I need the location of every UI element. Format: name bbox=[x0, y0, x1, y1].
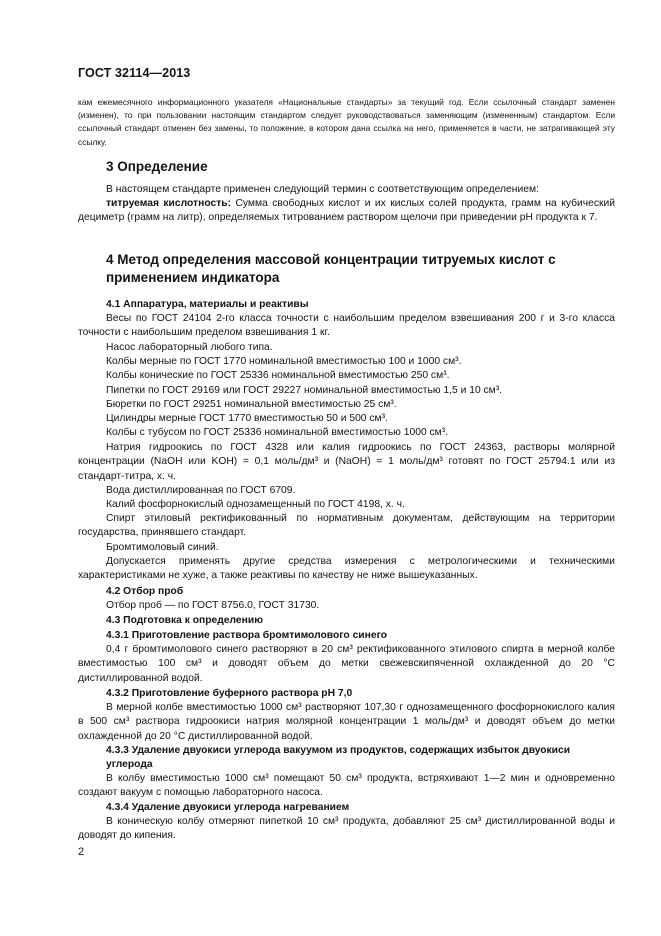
document-header: ГОСТ 32114—2013 bbox=[78, 66, 191, 80]
page-number: 2 bbox=[78, 846, 85, 858]
section-4-1-heading: 4.1 Аппаратура, материалы и реактивы bbox=[106, 299, 309, 310]
term-definition: Сумма свободных кислот и их кислых солей продукта, грамм на кубический дециметр (грамм на литр), определяемых титрованием раствором щелочи при приведении pH продукта к 7. bbox=[78, 198, 615, 224]
section-4-3-4-heading: 4.3.4 Удаление двуокиси углерода нагреванием bbox=[106, 802, 350, 813]
section-3-lead: В настоящем стандарте применен следующий термин с соответствующим определением: bbox=[106, 184, 539, 195]
section-4-3-1-text: 0,4 г бромтимолового синего растворяют в 20 см³ ректификованного этилового спирта в мерной колбе вместимостью 100 см³ и доводят объем до метки свежевскипяченной охлажденной до 20 °С дистиллированной водой. bbox=[78, 644, 615, 684]
equipment-item-volumetric-flasks: Колбы мерные по ГОСТ 1770 номинальной вместимостью 100 и 1000 см³. bbox=[106, 356, 462, 367]
equipment-item-burettes: Бюретки по ГОСТ 29251 номинальной вместимостью 25 см³. bbox=[106, 399, 397, 410]
reagent-item-hydroxide: Натрия гидроокись по ГОСТ 4328 или калия гидроокись по ГОСТ 24363, растворы молярной концентрации (NaOH или KOH) = 0,1 моль/дм³ и (NaOH) = 1 моль/дм³ готовят по ГОСТ 25794.1 или из стандарт-титра, х. ч. bbox=[78, 442, 615, 482]
equipment-item-conical-flasks: Колбы конические по ГОСТ 25336 номинальной вместимостью 250 см³. bbox=[106, 370, 450, 381]
reagent-item-potassium-phosphate: Калий фосфорнокислый однозамещенный по ГОСТ 4198, х. ч. bbox=[106, 499, 405, 510]
equipment-item-cylinders: Цилиндры мерные ГОСТ 1770 вместимостью 50 и 500 см³. bbox=[106, 413, 388, 424]
reagent-item-ethanol: Спирт этиловый ректификованный по нормативным документам, действующим на территории государства, принявшего стандарт. bbox=[78, 513, 615, 539]
section-3-heading: 3 Определение bbox=[106, 159, 208, 174]
equipment-item-pump: Насос лабораторный любого типа. bbox=[106, 342, 273, 353]
equipment-item-tubulated-flasks: Колбы с тубусом по ГОСТ 25336 номинальной вместимостью 1000 см³. bbox=[106, 427, 449, 438]
term-label: титруемая кислотность: bbox=[106, 198, 231, 209]
section-4-heading: 4 Метод определения массовой концентрации титруемых кислот с применением индикатора bbox=[106, 252, 556, 285]
section-4-2-heading: 4.2 Отбор проб bbox=[106, 586, 184, 597]
section-3-definition-paragraph bbox=[78, 197, 615, 226]
equipment-item-pipettes: Пипетки по ГОСТ 29169 или ГОСТ 29227 номинальной вместимостью 1,5 и 10 см³. bbox=[106, 385, 503, 396]
section-4-3-3-text: В колбу вместимостью 1000 см³ помещают 50 см³ продукта, встряхивают 1—2 мин и одновременно создают вакуум с помощью лабораторного насоса. bbox=[78, 773, 615, 799]
section-4-3-2-text: В мерной колбе вместимостью 1000 см³ растворяют 107,30 г однозамещенного фосфорнокислого калия в 500 см³ раствора гидроокиси натрия молярной концентрации 1 моль/дм³ и доводят объем до метки охлажденной до 20 °С дистиллированной водой. bbox=[78, 702, 615, 742]
section-4-3-heading: 4.3 Подготовка к определению bbox=[106, 615, 263, 626]
reagent-item-bromothymol-blue: Бромтимоловый синий. bbox=[106, 542, 219, 553]
section-4-3-1-heading: 4.3.1 Приготовление раствора бромтимолового синего bbox=[106, 630, 388, 641]
equipment-item-scales: Весы по ГОСТ 24104 2-го класса точности с наибольшим пределом взвешивания 200 г и 3-го класса точности с наибольшим пределом взвешивания 1 кг. bbox=[78, 313, 615, 339]
section-4-2-text: Отбор проб — по ГОСТ 8756.0, ГОСТ 31730. bbox=[106, 600, 320, 611]
equipment-note: Допускается применять другие средства измерения с метрологическими и техническими характеристиками не хуже, а также реактивы по качеству не ниже вышеуказанных. bbox=[78, 556, 615, 582]
intro-paragraph: кам ежемесячного информационного указателя «Национальные стандарты» за текущий год. Если ссылочный стандарт заменен (изменен), то при пользовании настоящим стандартом следует руководствоваться заменяющим (измененным) стандартом. Если ссылочный стандарт отменен без замены, то положение, в котором дана ссылка на него, применяется в части, не затрагивающей эту ссылку. bbox=[78, 97, 615, 147]
section-4-3-4-text: В коническую колбу отмеряют пипеткой 10 см³ продукта, добавляют 25 см³ дистиллированной воды и доводят до кипения. bbox=[78, 816, 615, 842]
reagent-item-distilled-water: Вода дистиллированная по ГОСТ 6709. bbox=[106, 485, 296, 496]
section-4-3-3-heading: 4.3.3 Удаление двуокиси углерода вакуумом из продуктов, содержащих избыток двуокиси углерода bbox=[106, 745, 571, 770]
section-4-3-2-heading: 4.3.2 Приготовление буферного раствора pH 7,0 bbox=[106, 688, 353, 699]
